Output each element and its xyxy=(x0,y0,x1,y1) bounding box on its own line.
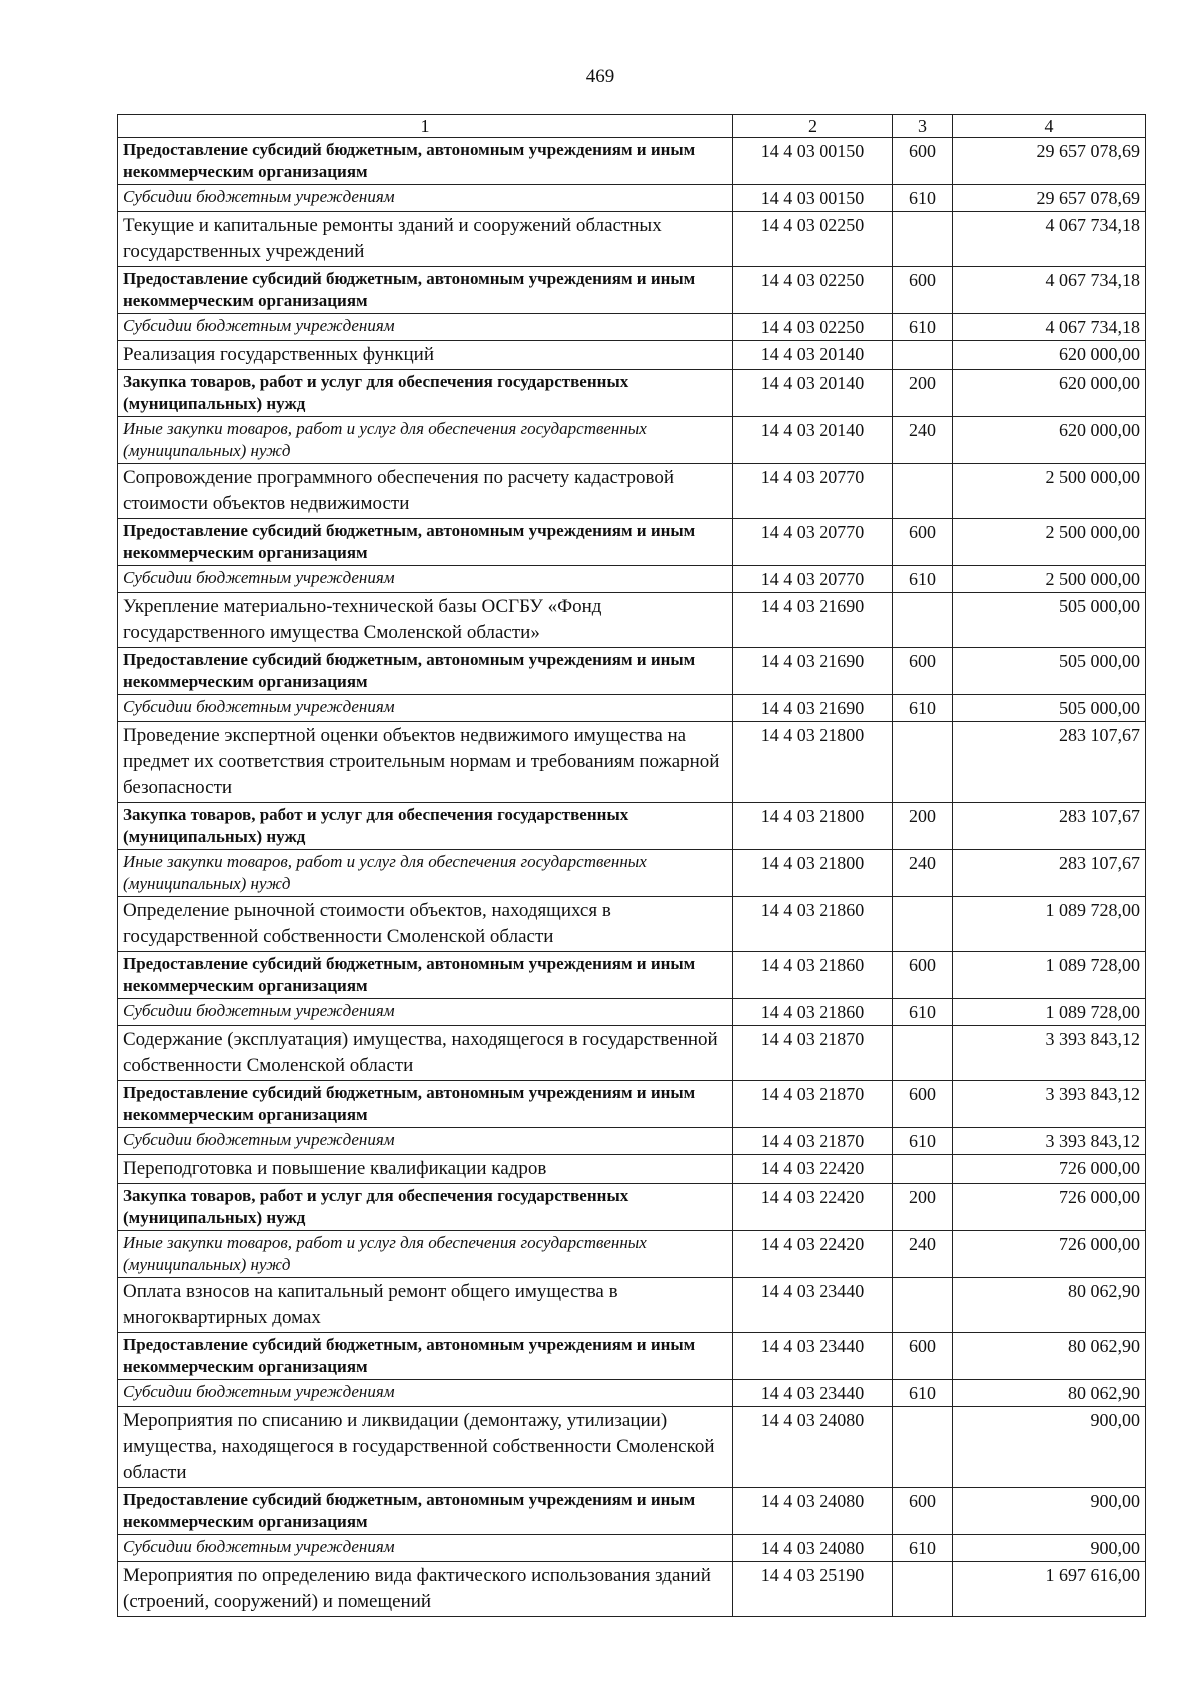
row-name: Определение рыночной стоимости объектов, находящихся в государственной собственности Смоленской области xyxy=(118,897,733,952)
row-kind: 240 xyxy=(893,417,953,464)
row-code: 14 4 03 21870 xyxy=(733,1128,893,1155)
row-kind xyxy=(893,1278,953,1333)
table-row xyxy=(118,519,1146,566)
row-kind: 200 xyxy=(893,1184,953,1231)
table-row xyxy=(118,566,1146,593)
row-code: 14 4 03 21860 xyxy=(733,999,893,1026)
table-row xyxy=(118,1333,1146,1380)
row-code: 14 4 03 20770 xyxy=(733,519,893,566)
row-name: Субсидии бюджетным учреждениям xyxy=(118,1128,733,1155)
row-amount: 505 000,00 xyxy=(953,648,1146,695)
row-amount: 2 500 000,00 xyxy=(953,566,1146,593)
header-col-1: 1 xyxy=(118,115,733,138)
row-name: Субсидии бюджетным учреждениям xyxy=(118,695,733,722)
row-code: 14 4 03 22420 xyxy=(733,1184,893,1231)
row-amount: 283 107,67 xyxy=(953,850,1146,897)
table-row xyxy=(118,1155,1146,1184)
row-amount: 726 000,00 xyxy=(953,1155,1146,1184)
row-amount: 620 000,00 xyxy=(953,341,1146,370)
row-name: Предоставление субсидий бюджетным, автономным учреждениям и иным некоммерческим организациям xyxy=(118,952,733,999)
row-name: Закупка товаров, работ и услуг для обеспечения государственных (муниципальных) нужд xyxy=(118,803,733,850)
table-row xyxy=(118,1026,1146,1081)
row-kind xyxy=(893,897,953,952)
table-row xyxy=(118,593,1146,648)
table-row xyxy=(118,1184,1146,1231)
row-amount: 1 697 616,00 xyxy=(953,1562,1146,1617)
row-kind: 600 xyxy=(893,519,953,566)
row-kind: 610 xyxy=(893,999,953,1026)
row-amount: 283 107,67 xyxy=(953,722,1146,803)
row-code: 14 4 03 02250 xyxy=(733,212,893,267)
row-name: Предоставление субсидий бюджетным, автономным учреждениям и иным некоммерческим организациям xyxy=(118,1488,733,1535)
row-name: Предоставление субсидий бюджетным, автономным учреждениям и иным некоммерческим организациям xyxy=(118,648,733,695)
row-kind xyxy=(893,593,953,648)
table-row xyxy=(118,803,1146,850)
row-kind: 240 xyxy=(893,850,953,897)
row-name: Переподготовка и повышение квалификации кадров xyxy=(118,1155,733,1184)
row-amount: 4 067 734,18 xyxy=(953,314,1146,341)
table-row xyxy=(118,952,1146,999)
row-name: Иные закупки товаров, работ и услуг для обеспечения государственных (муниципальных) нужд xyxy=(118,850,733,897)
row-name: Предоставление субсидий бюджетным, автономным учреждениям и иным некоммерческим организациям xyxy=(118,267,733,314)
row-code: 14 4 03 23440 xyxy=(733,1278,893,1333)
page-number: 469 xyxy=(585,66,615,87)
row-kind: 600 xyxy=(893,1488,953,1535)
row-name: Субсидии бюджетным учреждениям xyxy=(118,999,733,1026)
table-row xyxy=(118,267,1146,314)
row-name: Предоставление субсидий бюджетным, автономным учреждениям и иным некоммерческим организациям xyxy=(118,1333,733,1380)
row-name: Субсидии бюджетным учреждениям xyxy=(118,1535,733,1562)
row-amount: 2 500 000,00 xyxy=(953,464,1146,519)
table-row xyxy=(118,1380,1146,1407)
row-name: Иные закупки товаров, работ и услуг для обеспечения государственных (муниципальных) нужд xyxy=(118,417,733,464)
row-kind: 240 xyxy=(893,1231,953,1278)
row-name: Проведение экспертной оценки объектов недвижимого имущества на предмет их соответствия строительным нормам и требованиям пожарной безопасности xyxy=(118,722,733,803)
row-name: Мероприятия по списанию и ликвидации (демонтажу, утилизации) имущества, находящегося в государственной собственности Смоленской области xyxy=(118,1407,733,1488)
row-kind: 610 xyxy=(893,1535,953,1562)
row-amount: 505 000,00 xyxy=(953,695,1146,722)
table-row xyxy=(118,1081,1146,1128)
row-amount: 29 657 078,69 xyxy=(953,138,1146,185)
row-kind xyxy=(893,1026,953,1081)
budget-table xyxy=(117,114,1146,1617)
row-kind xyxy=(893,1562,953,1617)
row-kind xyxy=(893,464,953,519)
row-code: 14 4 03 20770 xyxy=(733,464,893,519)
row-kind xyxy=(893,1155,953,1184)
table-row xyxy=(118,341,1146,370)
row-code: 14 4 03 02250 xyxy=(733,267,893,314)
table-row xyxy=(118,722,1146,803)
table-row xyxy=(118,138,1146,185)
row-kind: 610 xyxy=(893,1380,953,1407)
row-name: Предоставление субсидий бюджетным, автономным учреждениям и иным некоммерческим организациям xyxy=(118,1081,733,1128)
row-amount: 1 089 728,00 xyxy=(953,999,1146,1026)
row-amount: 900,00 xyxy=(953,1407,1146,1488)
row-code: 14 4 03 20770 xyxy=(733,566,893,593)
row-name: Субсидии бюджетным учреждениям xyxy=(118,1380,733,1407)
row-code: 14 4 03 24080 xyxy=(733,1535,893,1562)
row-code: 14 4 03 21690 xyxy=(733,648,893,695)
row-amount: 505 000,00 xyxy=(953,593,1146,648)
table-row xyxy=(118,417,1146,464)
table-row xyxy=(118,1278,1146,1333)
row-amount: 726 000,00 xyxy=(953,1184,1146,1231)
row-code: 14 4 03 23440 xyxy=(733,1380,893,1407)
row-kind: 610 xyxy=(893,695,953,722)
row-name: Закупка товаров, работ и услуг для обеспечения государственных (муниципальных) нужд xyxy=(118,1184,733,1231)
row-amount: 3 393 843,12 xyxy=(953,1026,1146,1081)
row-code: 14 4 03 20140 xyxy=(733,417,893,464)
row-kind: 600 xyxy=(893,648,953,695)
table-row xyxy=(118,370,1146,417)
row-code: 14 4 03 21800 xyxy=(733,850,893,897)
row-name: Субсидии бюджетным учреждениям xyxy=(118,566,733,593)
row-code: 14 4 03 20140 xyxy=(733,370,893,417)
row-name: Предоставление субсидий бюджетным, автономным учреждениям и иным некоммерческим организациям xyxy=(118,138,733,185)
table-row xyxy=(118,1128,1146,1155)
row-name: Реализация государственных функций xyxy=(118,341,733,370)
table-row xyxy=(118,1231,1146,1278)
row-kind: 600 xyxy=(893,1081,953,1128)
row-code: 14 4 03 00150 xyxy=(733,185,893,212)
row-kind xyxy=(893,722,953,803)
table-row xyxy=(118,212,1146,267)
row-code: 14 4 03 21690 xyxy=(733,695,893,722)
row-code: 14 4 03 24080 xyxy=(733,1407,893,1488)
table-row xyxy=(118,648,1146,695)
row-amount: 3 393 843,12 xyxy=(953,1081,1146,1128)
row-code: 14 4 03 23440 xyxy=(733,1333,893,1380)
row-name: Субсидии бюджетным учреждениям xyxy=(118,185,733,212)
row-amount: 1 089 728,00 xyxy=(953,897,1146,952)
row-kind: 200 xyxy=(893,803,953,850)
row-name: Оплата взносов на капитальный ремонт общего имущества в многоквартирных домах xyxy=(118,1278,733,1333)
row-amount: 1 089 728,00 xyxy=(953,952,1146,999)
row-code: 14 4 03 21870 xyxy=(733,1081,893,1128)
table-row xyxy=(118,1535,1146,1562)
row-amount: 620 000,00 xyxy=(953,417,1146,464)
table-row xyxy=(118,464,1146,519)
table-row xyxy=(118,850,1146,897)
row-kind: 200 xyxy=(893,370,953,417)
row-amount: 726 000,00 xyxy=(953,1231,1146,1278)
row-name: Субсидии бюджетным учреждениям xyxy=(118,314,733,341)
row-code: 14 4 03 20140 xyxy=(733,341,893,370)
row-code: 14 4 03 21800 xyxy=(733,803,893,850)
row-code: 14 4 03 21860 xyxy=(733,952,893,999)
row-amount: 283 107,67 xyxy=(953,803,1146,850)
row-code: 14 4 03 21690 xyxy=(733,593,893,648)
row-name: Предоставление субсидий бюджетным, автономным учреждениям и иным некоммерческим организациям xyxy=(118,519,733,566)
row-code: 14 4 03 00150 xyxy=(733,138,893,185)
row-kind: 610 xyxy=(893,314,953,341)
row-kind xyxy=(893,212,953,267)
row-code: 14 4 03 24080 xyxy=(733,1488,893,1535)
row-amount: 80 062,90 xyxy=(953,1380,1146,1407)
row-kind: 610 xyxy=(893,1128,953,1155)
row-kind xyxy=(893,341,953,370)
row-kind: 600 xyxy=(893,952,953,999)
row-kind: 600 xyxy=(893,267,953,314)
row-amount: 80 062,90 xyxy=(953,1278,1146,1333)
row-amount: 4 067 734,18 xyxy=(953,267,1146,314)
table-row xyxy=(118,1488,1146,1535)
table-row xyxy=(118,897,1146,952)
table-row xyxy=(118,185,1146,212)
row-name: Мероприятия по определению вида фактического использования зданий (строений, сооружений) и помещений xyxy=(118,1562,733,1617)
row-code: 14 4 03 21870 xyxy=(733,1026,893,1081)
row-code: 14 4 03 21860 xyxy=(733,897,893,952)
header-col-2: 2 xyxy=(733,115,893,138)
table-row xyxy=(118,314,1146,341)
table-row xyxy=(118,695,1146,722)
table-row xyxy=(118,999,1146,1026)
row-name: Закупка товаров, работ и услуг для обеспечения государственных (муниципальных) нужд xyxy=(118,370,733,417)
row-kind: 600 xyxy=(893,1333,953,1380)
row-code: 14 4 03 22420 xyxy=(733,1231,893,1278)
row-code: 14 4 03 22420 xyxy=(733,1155,893,1184)
row-kind xyxy=(893,1407,953,1488)
row-code: 14 4 03 25190 xyxy=(733,1562,893,1617)
row-kind: 610 xyxy=(893,566,953,593)
row-name: Иные закупки товаров, работ и услуг для обеспечения государственных (муниципальных) нужд xyxy=(118,1231,733,1278)
row-name: Содержание (эксплуатация) имущества, находящегося в государственной собственности Смоленской области xyxy=(118,1026,733,1081)
row-amount: 29 657 078,69 xyxy=(953,185,1146,212)
row-amount: 2 500 000,00 xyxy=(953,519,1146,566)
row-amount: 3 393 843,12 xyxy=(953,1128,1146,1155)
row-name: Сопровождение программного обеспечения по расчету кадастровой стоимости объектов недвижимости xyxy=(118,464,733,519)
row-kind: 610 xyxy=(893,185,953,212)
header-col-4: 4 xyxy=(953,115,1146,138)
header-col-3: 3 xyxy=(893,115,953,138)
row-code: 14 4 03 21800 xyxy=(733,722,893,803)
row-name: Укрепление материально-технической базы ОСГБУ «Фонд государственного имущества Смоленской области» xyxy=(118,593,733,648)
table-row xyxy=(118,1407,1146,1488)
row-kind: 600 xyxy=(893,138,953,185)
row-amount: 900,00 xyxy=(953,1488,1146,1535)
row-amount: 80 062,90 xyxy=(953,1333,1146,1380)
table-row xyxy=(118,1562,1146,1617)
row-amount: 4 067 734,18 xyxy=(953,212,1146,267)
row-name: Текущие и капитальные ремонты зданий и сооружений областных государственных учреждений xyxy=(118,212,733,267)
row-amount: 900,00 xyxy=(953,1535,1146,1562)
row-code: 14 4 03 02250 xyxy=(733,314,893,341)
header-row xyxy=(118,115,1146,138)
row-amount: 620 000,00 xyxy=(953,370,1146,417)
